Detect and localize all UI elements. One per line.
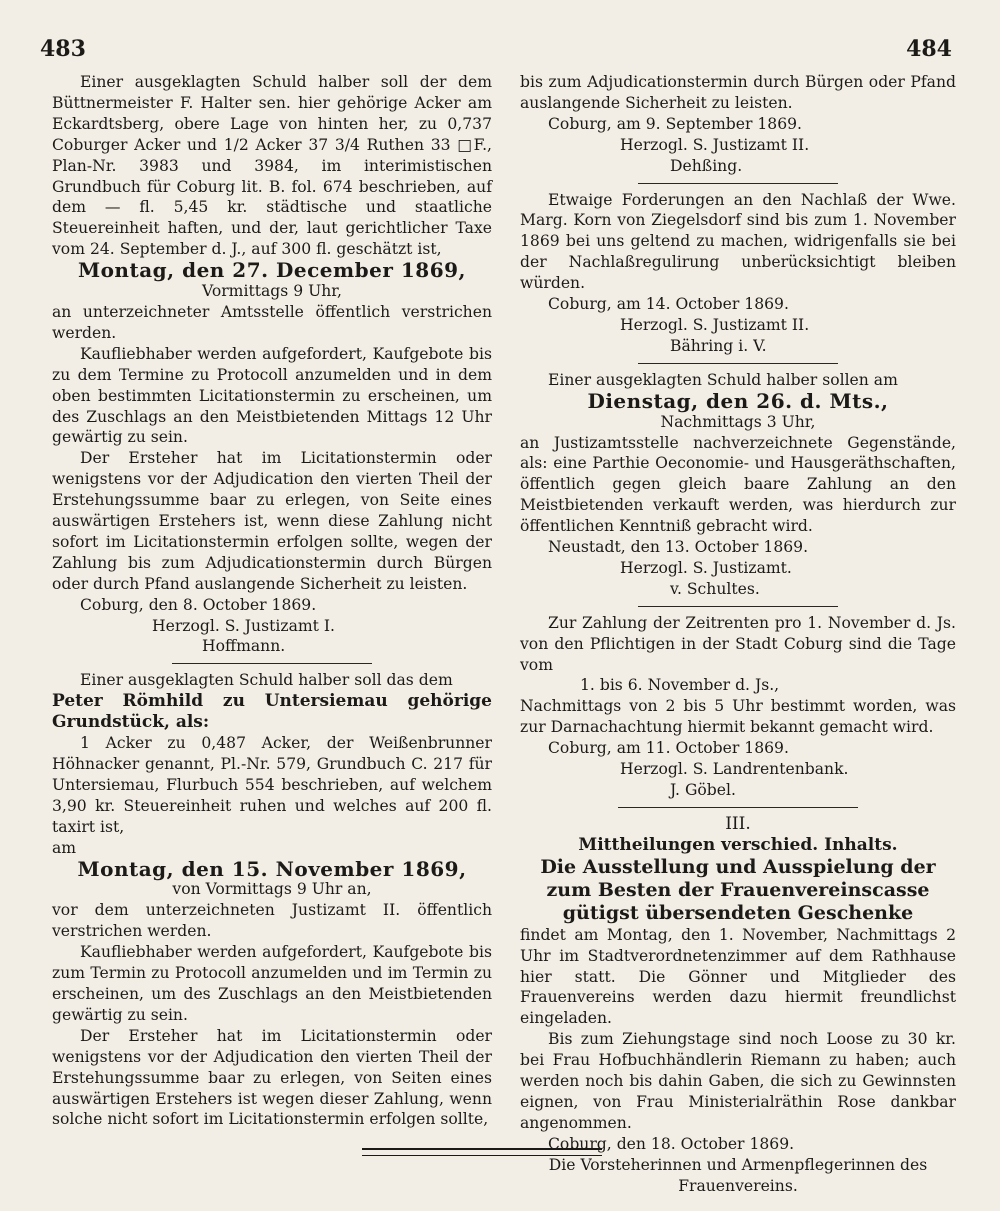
notice-3-signature: Bähring i. V. xyxy=(670,336,767,355)
notice-1-place-date: Coburg, den 8. October 1869. xyxy=(80,595,317,614)
notice-3-office: Herzogl. S. Justizamt II. xyxy=(620,315,810,334)
notice-2-date: Montag, den 15. November 1869, xyxy=(77,856,467,881)
notice-1-office: Herzogl. S. Justizamt I. xyxy=(152,616,335,635)
closing-rule xyxy=(362,1148,602,1156)
notice-4-body: an Justizamtsstelle nachverzeichnete Gegenstände, als: eine Parthie Oeconomie- und Hausgeräthschaften, öffentlich gegen gleich baare Zahlung an den Meistbietenden verkauft werden, was hierdurch zur öffentlichen Kenntniß gebracht wird. xyxy=(520,433,956,536)
notice-1-paragraph-2: Kaufliebhaber werden aufgefordert, Kaufgebote bis zu dem Termine zu Protocoll anzumelden und in dem oben bestimmten Licitationstermin zu erscheinen, um des Zuschlags an den Meistbietenden Mittags 12 Uhr gewärtig zu sein. xyxy=(52,344,492,447)
notice-2-signature: Dehßing. xyxy=(670,156,743,175)
right-column xyxy=(520,72,956,1197)
divider xyxy=(638,183,838,184)
divider xyxy=(172,663,372,664)
notice-4-date: Dienstag, den 26. d. Mts., xyxy=(587,388,889,413)
divider xyxy=(638,606,838,607)
page-number-right: 484 xyxy=(906,36,952,62)
notice-1-time: Vormittags 9 Uhr, xyxy=(202,282,342,301)
notice-6-signature: Die Vorsteherinnen und Armenpflegerinnen des Frauenvereins. xyxy=(548,1155,928,1195)
notice-2-name: Peter Römhild zu Untersiemau gehörige Grundstück, als: xyxy=(52,691,492,733)
divider xyxy=(618,807,858,808)
notice-6-place-date: Coburg, den 18. October 1869. xyxy=(548,1134,795,1153)
notice-5-signature: J. Göbel. xyxy=(670,781,736,799)
notice-3-body: Etwaige Forderungen an den Nachlaß der Wwe. Marg. Korn von Ziegelsdorf sind bis zum 1. November 1869 bei uns geltend zu machen, widrigenfalls sie bei der Nachlaßregulirung unberücksichtigt bleiben würden. xyxy=(520,190,956,293)
section-title: Mittheilungen verschied. Inhalts. xyxy=(578,834,898,855)
page-number-left: 483 xyxy=(40,36,86,62)
notice-2-intro: Einer ausgeklagten Schuld halber soll das dem xyxy=(80,671,453,690)
notice-1-body-2: an unterzeichneter Amtsstelle öffentlich verstrichen werden. xyxy=(52,302,492,342)
notice-5-body-2: Nachmittags von 2 bis 5 Uhr bestimmt worden, was zur Darnachachtung hiermit bekannt gemacht wird. xyxy=(520,697,956,737)
notice-2-item: 1 Acker zu 0,487 Acker, der Weißenbrunner Höhnacker genannt, Pl.-Nr. 579, Grundbuch C. 217 für Untersiemau, Flurbuch 554 beschrieben, auf welchem 3,90 kr. Steuereinheit ruhen und welches auf 200 fl. taxirt ist, xyxy=(52,734,492,836)
notice-5-body: Zur Zahlung der Zeitrenten pro 1. November d. Js. von den Pflichtigen in der Stadt Coburg sind die Tage vom xyxy=(520,613,956,674)
notice-5-office: Herzogl. S. Landrentenbank. xyxy=(620,760,849,779)
notice-3-place-date: Coburg, am 14. October 1869. xyxy=(548,295,789,314)
notice-5-place-date: Coburg, am 11. October 1869. xyxy=(548,739,789,758)
notice-2-office: Herzogl. S. Justizamt II. xyxy=(620,135,810,154)
notice-1-date: Montag, den 27. December 1869, xyxy=(77,258,467,283)
left-column xyxy=(52,72,492,1130)
notice-2-paragraph-2: Kaufliebhaber werden aufgefordert, Kaufgebote bis zum Termin zu Protocoll anzumelden und im Termin zu erscheinen, um des Zuschlags an den Meistbietenden gewärtig zu sein. xyxy=(52,943,492,1024)
notice-2-time: von Vormittags 9 Uhr an, xyxy=(172,880,372,899)
notice-5-dates: 1. bis 6. November d. Js., xyxy=(580,676,780,695)
notice-6-heading: Die Ausstellung und Ausspielung der zum Besten der Frauenvereinscasse gütigst übersendeten Geschenke xyxy=(540,855,936,924)
section-number: III. xyxy=(725,813,751,834)
notice-4-time: Nachmittags 3 Uhr, xyxy=(660,412,816,431)
divider xyxy=(638,363,838,364)
notice-1-signature: Hoffmann. xyxy=(202,637,286,656)
notice-4-place-date: Neustadt, den 13. October 1869. xyxy=(548,538,809,557)
notice-4-office: Herzogl. S. Justizamt. xyxy=(620,558,792,577)
notice-1-body: Einer ausgeklagten Schuld halber soll der dem Büttnermeister F. Halter sen. hier gehörige Acker am Eckardtsberg, obere Lage von hinten her, zu 0,737 Coburger Acker und 1/2 Acker 37 3/4 Ruthen 33 □F., Plan-Nr. 3983 und 3984, im interimistischen Grundbuch für Coburg lit. B. fol. 674 beschrieben, auf dem — fl. 5,45 kr. städtische und staatliche Steuereinheit haften, und der, laut gerichtlicher Taxe vom 24. September d. J., auf 300 fl. geschätzt ist, xyxy=(52,73,492,259)
notice-4-signature: v. Schultes. xyxy=(670,579,760,598)
notice-6-body: findet am Montag, den 1. November, Nachmittags 2 Uhr im Stadtverordnetenzimmer auf dem Rathhause hier statt. Die Gönner und Mitglieder des Frauenvereins werden dazu hiermit freundlichst eingeladen. xyxy=(520,925,956,1028)
notice-2-place-date: Coburg, am 9. September 1869. xyxy=(548,114,803,133)
notice-2-am: am xyxy=(52,838,77,857)
notice-2-body-2: vor dem unterzeichneten Justizamt II. öffentlich verstrichen werden. xyxy=(52,901,492,941)
notice-2-continuation: bis zum Adjudicationstermin durch Bürgen oder Pfand auslangende Sicherheit zu leisten. xyxy=(520,73,956,112)
notice-2-paragraph-3: Der Ersteher hat im Licitationstermin oder wenigstens vor der Adjudication den vierten Theil der Erstehungssumme baar zu erlegen, von Seiten eines auswärtigen Erstehers ist wegen dieser Zahlung, wenn solche nicht sofort im Licitationstermin erfolgen sollte, xyxy=(52,1026,492,1129)
notice-1-paragraph-3: Der Ersteher hat im Licitationstermin oder wenigstens vor der Adjudication den vierten Theil der Erstehungssumme baar zu erlegen, von Seite eines auswärtigen Erstehers ist, wenn diese Zahlung nicht sofort im Licitationstermin erfolgen sollte, wegen der Zahlung bis zum Adjudicationstermin durch Bürgen oder durch Pfand auslangende Sicherheit zu leisten. xyxy=(52,449,492,593)
notice-6-paragraph-2: Bis zum Ziehungstage sind noch Loose zu 30 kr. bei Frau Hofbuchhändlerin Riemann zu haben; auch werden noch bis dahin Gaben, die sich zu Gewinnsten eignen, von Frau Ministerialräthin Rose dankbar angenommen. xyxy=(520,1030,956,1132)
notice-4-intro: Einer ausgeklagten Schuld halber sollen am xyxy=(548,370,898,389)
